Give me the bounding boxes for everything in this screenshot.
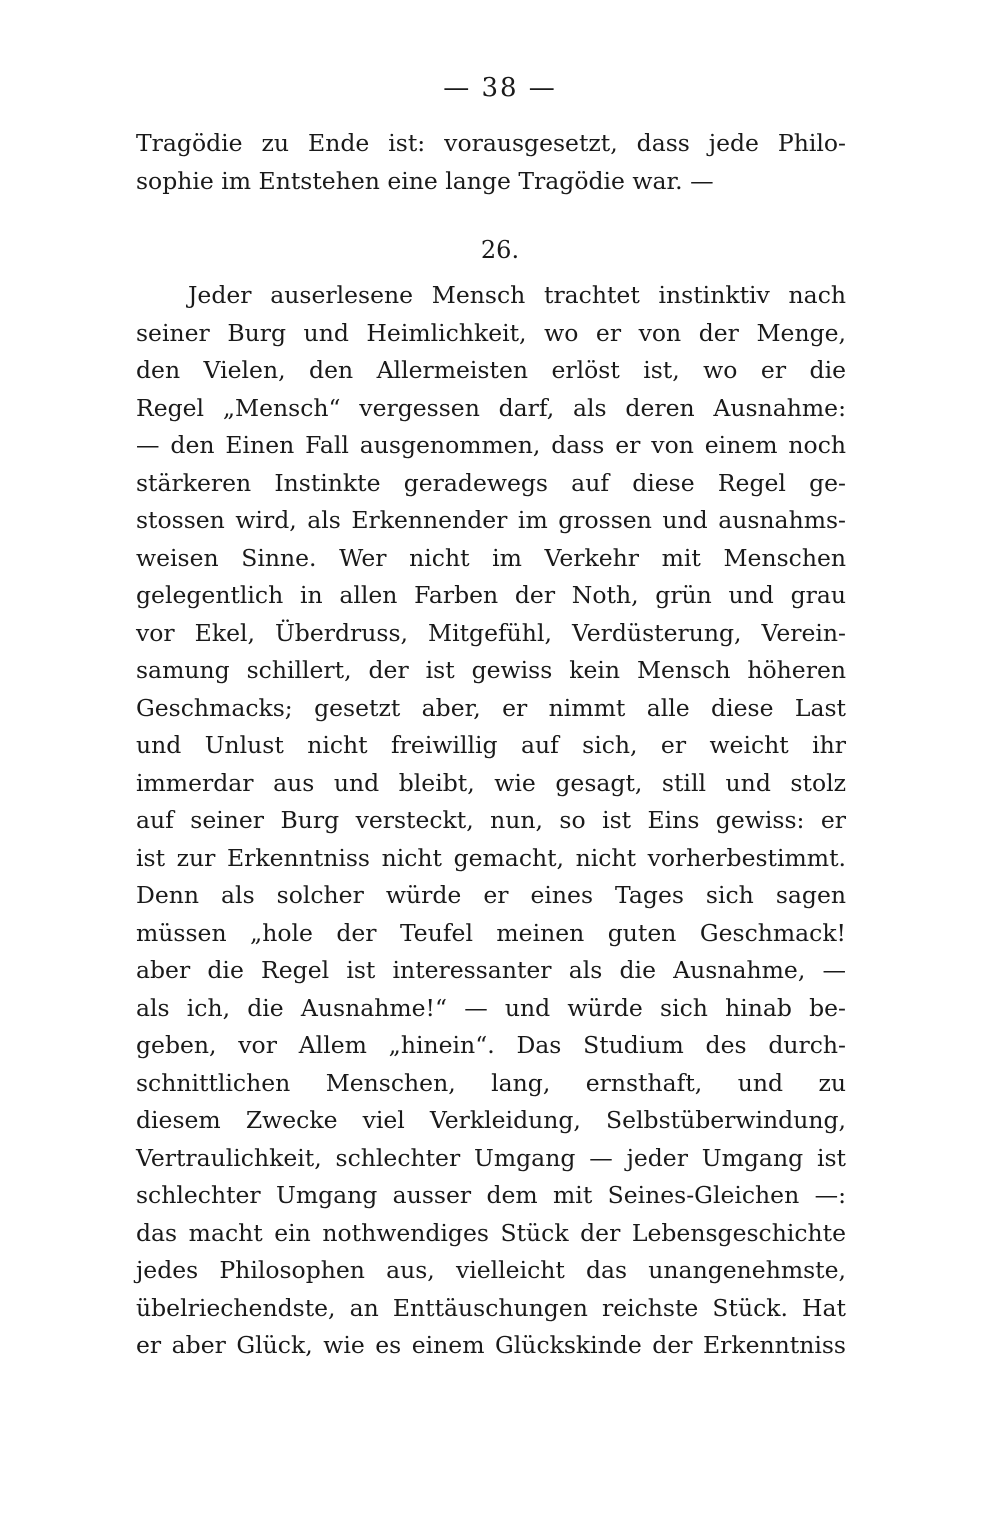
page-number: — 38 — — [443, 73, 557, 103]
text-line: gelegentlich in allen Farben der Noth, grün und grau — [136, 581, 846, 609]
text-line: Geschmacks; gesetzt aber, er nimmt alle diese Last — [136, 693, 846, 722]
text-line: müssen „hole der Teufel meinen guten Geschmack! — [136, 918, 846, 947]
text-line: sophie im Entstehen eine lange Tragödie war. — — [136, 166, 714, 195]
text-line: und Unlust nicht freiwillig auf sich, er weicht ihr — [136, 731, 846, 759]
text-line: er aber Glück, wie es einem Glückskinde der Erkenntniss — [136, 1331, 846, 1359]
text-line: schnittlichen Menschen, lang, ernsthaft, und zu — [136, 1068, 846, 1097]
text-line: seiner Burg und Heimlichkeit, wo er von der Menge, — [136, 318, 846, 347]
text-line: geben, vor Allem „hinein“. Das Studium des durch- — [136, 1031, 846, 1059]
text-line: stärkeren Instinkte geradewegs auf diese Regel ge- — [136, 468, 846, 497]
text-line: schlechter Umgang ausser dem mit Seines-Gleichen —: — [136, 1181, 846, 1209]
text-line: vor Ekel, Überdruss, Mitgefühl, Verdüsterung, Verein- — [136, 618, 846, 647]
text-line: immerdar aus und bleibt, wie gesagt, still und stolz — [136, 768, 846, 797]
section-paragraph — [136, 277, 846, 1365]
text-line: das macht ein nothwendiges Stück der Lebensgeschichte — [136, 1218, 846, 1247]
continuation-text — [136, 125, 846, 200]
text-line: — den Einen Fall ausgenommen, dass er von einem noch — [136, 431, 846, 459]
text-line: diesem Zwecke viel Verkleidung, Selbstüberwindung, — [136, 1106, 846, 1134]
text-line: Vertraulichkeit, schlechter Umgang — jeder Umgang ist — [136, 1143, 846, 1172]
text-line: ist zur Erkenntniss nicht gemacht, nicht vorherbestimmt. — [136, 843, 846, 872]
text-line: als ich, die Ausnahme!“ — und würde sich hinab be- — [136, 993, 846, 1022]
text-line: Regel „Mensch“ vergessen darf, als deren Ausnahme: — [136, 393, 846, 422]
text-line: Denn als solcher würde er eines Tages sich sagen — [136, 881, 846, 909]
text-line: den Vielen, den Allermeisten erlöst ist, wo er die — [136, 356, 846, 384]
text-line: stossen wird, als Erkennender im grossen und ausnahms- — [136, 506, 846, 534]
text-line: Jeder auserlesene Mensch trachtet instinktiv nach — [188, 281, 846, 309]
text-line: aber die Regel ist interessanter als die Ausnahme, — — [136, 956, 846, 984]
section-number: 26. — [480, 236, 520, 264]
text-line: weisen Sinne. Wer nicht im Verkehr mit Menschen — [136, 543, 846, 572]
text-line: jedes Philosophen aus, vielleicht das unangenehmste, — [136, 1256, 846, 1284]
text-line: übelriechendste, an Enttäuschungen reichste Stück. Hat — [136, 1293, 846, 1322]
text-line: auf seiner Burg versteckt, nun, so ist Eins gewiss: er — [136, 806, 846, 834]
text-line: Tragödie zu Ende ist: vorausgesetzt, dass jede Philo- — [136, 129, 846, 157]
text-line: samung schillert, der ist gewiss kein Mensch höheren — [136, 656, 846, 684]
